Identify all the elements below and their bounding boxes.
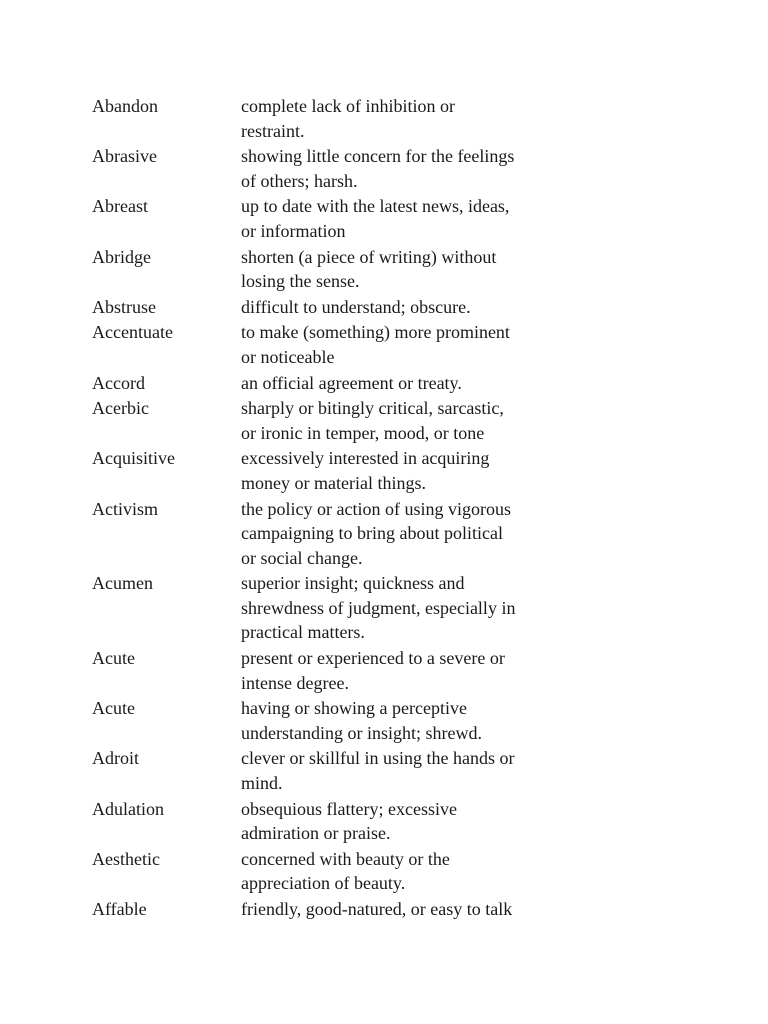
glossary-entry <box>92 245 562 294</box>
definition-line: up to date with the latest news, ideas, <box>241 196 510 217</box>
entry-definition <box>241 746 551 795</box>
definition-line: mind. <box>241 773 283 794</box>
entry-term: Acerbic <box>92 398 149 419</box>
glossary-entry <box>92 446 562 495</box>
entry-definition <box>241 194 551 243</box>
entry-definition <box>241 696 551 745</box>
definition-line: losing the sense. <box>241 271 360 292</box>
entry-term: Abrasive <box>92 146 157 167</box>
definition-line: appreciation of beauty. <box>241 873 406 894</box>
glossary-entry <box>92 371 562 396</box>
entry-definition <box>241 396 551 445</box>
entry-definition <box>241 797 551 846</box>
definition-line: the policy or action of using vigorous <box>241 498 511 519</box>
entry-term: Activism <box>92 498 158 519</box>
glossary-list <box>92 94 562 923</box>
definition-line: of others; harsh. <box>241 170 358 191</box>
entry-term: Acute <box>92 698 135 719</box>
glossary-entry <box>92 746 562 795</box>
glossary-entry <box>92 497 562 571</box>
definition-line: clever or skillful in using the hands or <box>241 748 515 769</box>
glossary-entry <box>92 144 562 193</box>
definition-line: shorten (a piece of writing) without <box>241 246 497 267</box>
definition-line: an official agreement or treaty. <box>241 372 462 393</box>
glossary-entry <box>92 696 562 745</box>
entry-definition <box>241 245 551 294</box>
glossary-entry <box>92 847 562 896</box>
glossary-entry <box>92 295 562 320</box>
definition-line: money or material things. <box>241 472 426 493</box>
definition-line: difficult to understand; obscure. <box>241 296 471 317</box>
entry-term: Accord <box>92 372 145 393</box>
definition-line: excessively interested in acquiring <box>241 448 490 469</box>
definition-line: friendly, good-natured, or easy to talk <box>241 899 513 919</box>
definition-line: showing little concern for the feelings <box>241 146 515 167</box>
definition-line: complete lack of inhibition or <box>241 96 455 116</box>
entry-term: Abreast <box>92 196 148 217</box>
glossary-entry <box>92 94 562 143</box>
definition-line: restraint. <box>241 120 305 141</box>
entry-term: Aesthetic <box>92 848 160 869</box>
definition-line: sharply or bitingly critical, sarcastic, <box>241 398 504 419</box>
definition-line: concerned with beauty or the <box>241 848 450 869</box>
entry-definition <box>241 371 551 396</box>
glossary-entry <box>92 646 562 695</box>
definition-line: or social change. <box>241 547 363 568</box>
entry-definition <box>241 571 551 645</box>
glossary-entry <box>92 396 562 445</box>
entry-term: Adroit <box>92 748 139 769</box>
entry-definition <box>241 497 551 571</box>
entry-definition <box>241 646 551 695</box>
entry-term: Acute <box>92 648 135 669</box>
definition-line: superior insight; quickness and <box>241 573 465 594</box>
entry-definition <box>241 446 551 495</box>
definition-line: understanding or insight; shrewd. <box>241 722 482 743</box>
definition-line: campaigning to bring about political <box>241 523 503 544</box>
glossary-entry <box>92 797 562 846</box>
definition-line: to make (something) more prominent <box>241 322 510 343</box>
definition-line: obsequious flattery; excessive <box>241 798 457 819</box>
definition-line: practical matters. <box>241 622 365 643</box>
entry-term: Abstruse <box>92 296 156 317</box>
entry-term: Acumen <box>92 573 153 594</box>
entry-definition <box>241 847 551 896</box>
entry-definition <box>241 320 551 369</box>
entry-term: Abridge <box>92 246 151 267</box>
definition-line: shrewdness of judgment, especially in <box>241 597 516 618</box>
entry-definition <box>241 144 551 193</box>
definition-line: or ironic in temper, mood, or tone <box>241 422 485 443</box>
entry-term: Abandon <box>92 96 158 116</box>
definition-line: admiration or praise. <box>241 823 391 844</box>
definition-line: present or experienced to a severe or <box>241 648 505 669</box>
definition-line: or information <box>241 220 346 241</box>
entry-term: Adulation <box>92 798 164 819</box>
entry-definition <box>241 94 551 143</box>
glossary-entry <box>92 194 562 243</box>
entry-term: Affable <box>92 899 147 919</box>
entry-term: Acquisitive <box>92 448 175 469</box>
definition-line: intense degree. <box>241 672 349 693</box>
definition-line: having or showing a perceptive <box>241 698 467 719</box>
glossary-entry <box>92 897 562 922</box>
definition-line: or noticeable <box>241 346 335 367</box>
glossary-entry <box>92 320 562 369</box>
glossary-entry <box>92 571 562 645</box>
entry-term: Accentuate <box>92 322 173 343</box>
entry-definition <box>241 295 551 320</box>
entry-definition <box>241 897 551 922</box>
